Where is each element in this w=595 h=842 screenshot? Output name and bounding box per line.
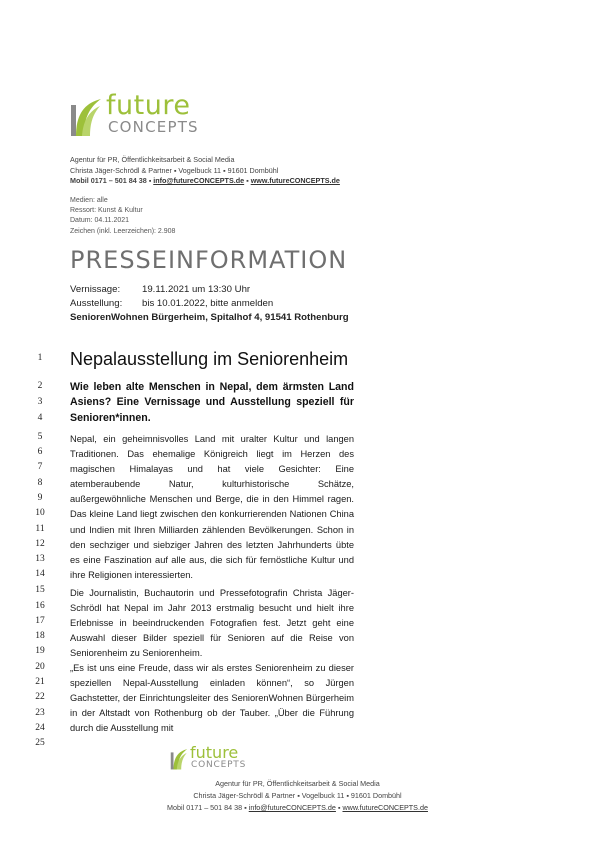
line-number: 4 (37, 413, 43, 423)
footer-agency-web-link[interactable]: www.futureCONCEPTS.de (342, 803, 428, 812)
footer-agency-line-2: Christa Jäger-Schrödl & Partner ▪ Vogelbuck 11 ▪ 91601 Dombühl (193, 791, 402, 800)
line-number: 5 (37, 432, 43, 442)
footer-logo-word-future: future (190, 743, 239, 762)
line-number: 8 (37, 478, 43, 488)
meta-medien: Medien: alle (70, 197, 108, 204)
footer-agency-email-link[interactable]: info@futureCONCEPTS.de (248, 803, 336, 812)
agency-info (70, 155, 340, 187)
ausstellung-value: bis 10.01.2022, bitte anmelden (142, 298, 274, 309)
agency-email-link[interactable]: info@futureCONCEPTS.de (153, 176, 245, 185)
line-number: 14 (35, 569, 45, 579)
footer-logo-word-concepts: CONCEPTS (191, 760, 247, 770)
meta-zeichen: Zeichen (inkl. Leerzeichen): 2.908 (70, 227, 176, 235)
line-number: 9 (37, 493, 43, 503)
line-number: 2 (37, 381, 43, 391)
agency-web-link[interactable]: www.futureCONCEPTS.de (250, 176, 340, 185)
line-number: 3 (37, 397, 43, 407)
logo-leaf-icon (70, 97, 102, 137)
line-number: 16 (35, 601, 45, 611)
agency-contact (70, 176, 340, 187)
event-info (70, 283, 349, 325)
line-number: 15 (35, 585, 45, 595)
line-number: 18 (35, 631, 45, 641)
logo-word-concepts: CONCEPTS (108, 118, 199, 136)
event-vernissage (70, 283, 349, 297)
line-number: 21 (35, 677, 45, 687)
footer-logo (170, 743, 270, 772)
line-number: 10 (35, 508, 45, 518)
vernissage-label: Vernissage: (70, 284, 121, 295)
line-number: 24 (35, 723, 45, 733)
line-number: 23 (35, 708, 45, 718)
line-number: 22 (35, 692, 45, 702)
line-number: 7 (37, 462, 43, 472)
line-number: 25 (35, 738, 45, 748)
ausstellung-label: Ausstellung: (70, 298, 123, 309)
article-paragraph-3: „Es ist uns eine Freude, dass wir als erstes Seniorenheim zu dieser speziellen Nepal-Ausstellung einladen können“, so Jürgen Gachstetter, der Einrichtungsleiter des SeniorenWohnen Bürgerheim in der Altstadt von Rothenburg ob der Tauber. „Über die Führung durch die Ausstellung mit (70, 663, 354, 734)
agency-separator: ▪ (246, 176, 249, 185)
meta-ressort: Ressort: Kunst & Kultur (70, 207, 143, 215)
vernissage-value: 19.11.2021 um 13:30 Uhr (142, 284, 251, 295)
footer-agency-info (0, 778, 595, 814)
line-number: 1 (37, 353, 43, 363)
article-paragraph-1: Nepal, ein geheimnisvolles Land mit uralter Kultur und langen Traditionen. Das ehemalige Königreich liegt im Herzen des magischen Himalayas und hat viele Gesichter: Eine atemberaubende Natur, kulturhistorische Schätze, außergewöhnliche Menschen und Berge, die in den Himmel ragen. Das kleine Land liegt zwischen den konkurrierenden Nationen China und Indien mit Ihren Milliarden zählenden Bevölkerungen. Schon in den sechziger und siebziger Jahren des letzten Jahrhunderts übte es eine Faszination auf alle aus, die sich für fernöstliche Kultur und ihre Religionen interessierten. (70, 434, 354, 580)
footer-agency-separator: ▪ (337, 803, 341, 812)
line-number: 20 (35, 662, 45, 672)
agency-line-1: Agentur für PR, Öffentlichkeitsarbeit & Social Media (70, 155, 235, 164)
press-meta (70, 196, 175, 237)
line-number: 17 (35, 616, 45, 626)
line-number: 13 (35, 554, 45, 564)
footer-logo-leaf-icon (170, 748, 188, 770)
event-venue: SeniorenWohnen Bürgerheim, Spitalhof 4, 91541 Rothenburg (70, 312, 349, 323)
footer-agency-contact (0, 802, 595, 814)
footer-agency-line-1: Agentur für PR, Öffentlichkeitsarbeit & Social Media (215, 779, 380, 788)
logo-word-future: future (106, 90, 191, 121)
line-number: 19 (35, 646, 45, 656)
agency-phone: Mobil 0171 – 501 84 38 ▪ (70, 176, 152, 185)
line-number: 6 (37, 447, 43, 457)
article-headline: Nepalausstellung im Seniorenheim (70, 349, 349, 369)
line-number: 11 (35, 524, 45, 534)
meta-datum: Datum: 04.11.2021 (70, 217, 130, 225)
header-logo (70, 90, 230, 139)
agency-line-2: Christa Jäger-Schrödl & Partner ▪ Vogelbuck 11 ▪ 91601 Dombühl (70, 165, 279, 175)
event-ausstellung (70, 297, 349, 311)
article-lead: Wie leben alte Menschen in Nepal, dem ärmsten Land Asiens? Eine Vernissage und Ausstellung speziell für Senioren*innen. (70, 381, 354, 424)
article-paragraph-2: Die Journalistin, Buchautorin und Pressefotografin Christa Jäger-Schrödl hat Nepal im Jahr 2013 erstmalig besucht und hielt ihre Erlebnisse in beeindruckenden Fotografien fest. Jetzt geht eine Auswahl dieser Bilder speziell für Senioren auf die Reise von Seniorenheim zu Seniorenheim. (70, 588, 354, 659)
footer-agency-phone: Mobil 0171 – 501 84 38 ▪ (167, 803, 247, 812)
line-number: 12 (35, 539, 45, 549)
page-title: PRESSEINFORMATION (70, 246, 348, 274)
